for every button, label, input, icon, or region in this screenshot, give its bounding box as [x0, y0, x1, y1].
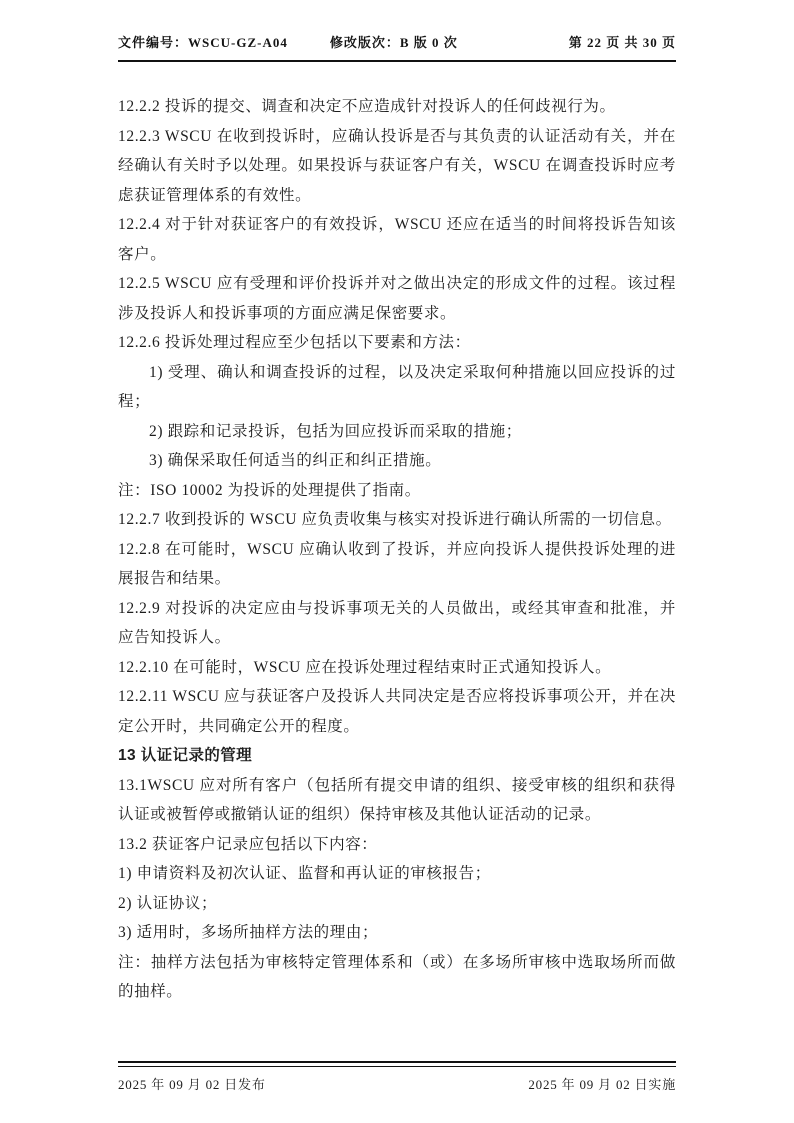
footer-rule-bottom — [118, 1066, 676, 1067]
para-12-2-10: 12.2.10 在可能时，WSCU 应在投诉处理过程结束时正式通知投诉人。 — [118, 658, 612, 676]
para-12-2-2: 12.2.2 投诉的提交、调查和决定不应造成针对投诉人的任何歧视行为。 — [118, 98, 616, 115]
record-item-1: 1) 申请资料及初次认证、监督和再认证的审核报告； — [118, 865, 491, 882]
document-body — [118, 92, 676, 1007]
doc-number: 文件编号：WSCU-GZ-A04 — [118, 35, 288, 50]
note-sampling: 注：抽样方法包括为审核特定管理体系和（或）在多场所审核中选取场所而做的抽样。 — [118, 953, 676, 1000]
footer-rule-top — [118, 1061, 676, 1063]
list-item-2: 2) 跟踪和记录投诉，包括为回应投诉而采取的措施； — [149, 422, 522, 440]
record-item-3: 3) 适用时，多场所抽样方法的理由； — [118, 924, 379, 941]
revision-label: 修改版次：B 版 0 次 — [329, 35, 458, 50]
document-header — [118, 32, 676, 62]
page-number: 第 22 页 共 30 页 — [568, 35, 676, 50]
para-13-1: 13.1WSCU 应对所有客户（包括所有提交申请的组织、接受审核的组织和获得认证或被暂停或撤销认证的组织）保持审核及其他认证活动的记录。 — [118, 776, 676, 823]
issue-date: 2025 年 09 月 02 日发布 — [118, 1077, 266, 1092]
para-12-2-9: 12.2.9 对投诉的决定应由与投诉事项无关的人员做出，或经其审查和批准，并应告知投诉人。 — [118, 599, 676, 646]
para-12-2-7: 12.2.7 收到投诉的 WSCU 应负责收集与核实对投诉进行确认所需的一切信息。 — [118, 511, 672, 528]
note-iso-10002: 注：ISO 10002 为投诉的处理提供了指南。 — [118, 481, 421, 499]
implement-date: 2025 年 09 月 02 日实施 — [528, 1077, 676, 1092]
list-item-3: 3) 确保采取任何适当的纠正和纠正措施。 — [149, 452, 442, 469]
para-12-2-5: 12.2.5 WSCU 应有受理和评价投诉并对之做出决定的形成文件的过程。该过程涉及投诉人和投诉事项的方面应满足保密要求。 — [118, 275, 676, 322]
para-12-2-8: 12.2.8 在可能时，WSCU 应确认收到了投诉，并应向投诉人提供投诉处理的进展报告和结果。 — [118, 540, 676, 587]
section-13-heading: 13 认证记录的管理 — [118, 747, 253, 764]
list-item-1: 1) 受理、确认和调查投诉的过程，以及决定采取何种措施以回应投诉的过程； — [118, 363, 676, 410]
para-12-2-6: 12.2.6 投诉处理过程应至少包括以下要素和方法： — [118, 334, 471, 351]
para-12-2-4: 12.2.4 对于针对获证客户的有效投诉，WSCU 还应在适当的时间将投诉告知该客户。 — [118, 216, 676, 263]
para-12-2-3: 12.2.3 WSCU 在收到投诉时，应确认投诉是否与其负责的认证活动有关，并在经确认有关时予以处理。如果投诉与获证客户有关，WSCU 在调查投诉时应考虑获证管理体系的有效性。 — [118, 127, 676, 204]
record-item-2: 2) 认证协议； — [118, 894, 218, 912]
document-footer — [118, 1061, 676, 1093]
para-12-2-11: 12.2.11 WSCU 应与获证客户及投诉人共同决定是否应将投诉事项公开，并在决定公开时，共同确定公开的程度。 — [118, 688, 676, 735]
para-13-2: 13.2 获证客户记录应包括以下内容： — [118, 835, 378, 853]
